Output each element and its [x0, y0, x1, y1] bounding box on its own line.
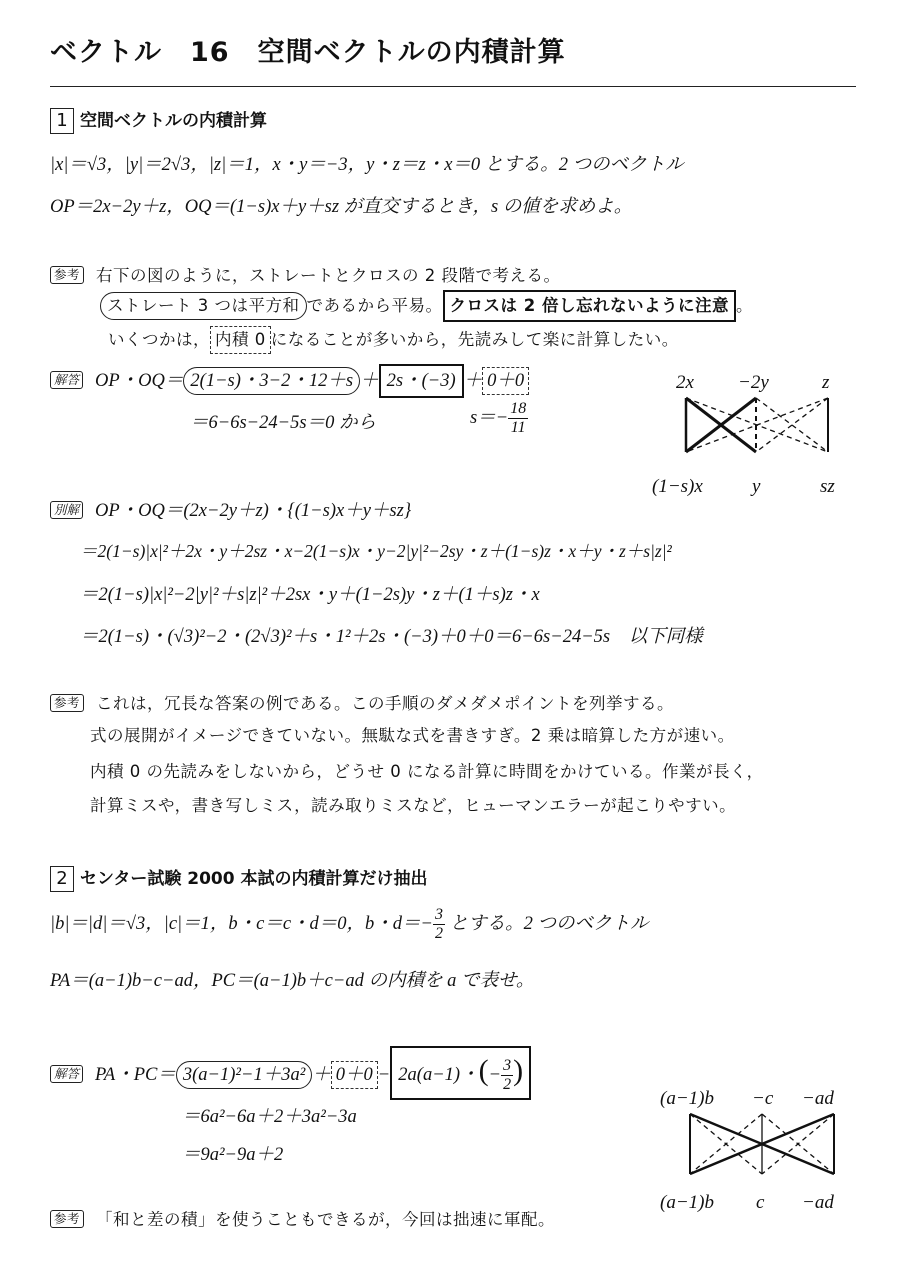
- problem-text: とする。2 つのベクトル: [445, 913, 649, 934]
- straight-cross-diagram-1: [640, 360, 860, 500]
- alt-solution-line-1: [50, 496, 411, 522]
- result-fraction: [508, 400, 528, 437]
- title-divider: [50, 86, 856, 87]
- solution-1-result: [470, 400, 528, 437]
- alt-text: OP・OQ＝(2x−2y＋z)・{(1−s)x＋y＋sz}: [95, 501, 412, 521]
- reference-1-line-1: [50, 262, 561, 286]
- solution-tag: 解答: [50, 1065, 83, 1083]
- solution-2-line-3: ＝9a²−9a＋2: [182, 1145, 284, 1165]
- reference-text: 右下の図のように，ストレートとクロスの 2 段階で考える。: [96, 266, 561, 285]
- reference-mid-text: であるから平易。: [306, 296, 443, 315]
- section-title: 空間ベクトルの内積計算: [80, 111, 267, 131]
- diagram-top-label: −c: [752, 1088, 774, 1109]
- diagram-top-label: (a−1)b: [660, 1088, 714, 1109]
- page-title: ベクトル 16 空間ベクトルの内積計算: [50, 37, 566, 68]
- section-2-heading: [50, 864, 427, 892]
- reference-1-line-2: [100, 290, 753, 322]
- solution-lhs: PA・PC＝: [95, 1065, 176, 1085]
- cross-line: [762, 1114, 834, 1174]
- problem-fraction: [433, 906, 445, 943]
- reference-tag: 参考: [50, 1210, 84, 1228]
- reference-tag: 参考: [50, 266, 84, 284]
- solution-2-line-1: [50, 1046, 531, 1100]
- reference-1-line-3: [108, 326, 679, 354]
- plus-sign: ＋: [360, 371, 379, 391]
- problem-1-line-1: |x|＝√3，|y|＝2√3，|z|＝1，x・y＝−3，y・z＝z・x＝0 とする。2 つのベクトル: [50, 155, 684, 175]
- alt-solution-line-3: ＝2(1−s)|x|²−2|y|²＋s|z|²＋2sx・y＋(1−2s)y・z＋(1＋s)z・x: [80, 585, 540, 605]
- reference-3: [50, 1206, 555, 1230]
- cross-warning: クロスは 2 倍し忘れないように注意: [443, 290, 736, 322]
- section-number: 2: [50, 866, 74, 892]
- fraction-numerator: 18: [510, 400, 527, 417]
- section-1-heading: [50, 106, 267, 134]
- fraction-numerator: 3: [503, 1057, 512, 1075]
- alt-solution-tag: 別解: [50, 501, 83, 519]
- zero-product-note: 内積 0: [210, 326, 271, 354]
- reference-text: これは，冗長な答案の例である。この手順のダメダメポイントを列挙する。: [96, 694, 675, 713]
- problem-2-line-2: PA＝(a−1)b−c−ad，PC＝(a−1)b＋c−ad の内積を a で表せ。: [50, 971, 535, 991]
- problem-text: |b|＝|d|＝√3，|c|＝1，b・c＝c・d＝0，b・d＝−: [50, 913, 434, 934]
- reference-text: 「和と差の積」を使うこともできるが，今回は拙速に軍配。: [96, 1210, 556, 1229]
- reference-2-line-3: 内積 0 の先読みをしないから，どうせ 0 になる計算に時間をかけている。作業が長く，: [90, 762, 764, 781]
- plus-sign: ＋: [312, 1065, 331, 1085]
- diagram-top-label: z: [822, 372, 830, 393]
- fraction-denominator: 11: [510, 419, 526, 436]
- fraction-denominator: 2: [435, 925, 444, 942]
- zero-terms: 0＋0: [331, 1061, 378, 1089]
- straight-terms: 3(a−1)²−1＋3a²: [176, 1061, 312, 1089]
- diagram-bottom-label: −ad: [802, 1192, 834, 1213]
- straight-cross-diagram-2: [652, 1080, 872, 1220]
- diagram-bottom-label: (1−s)x: [652, 476, 703, 497]
- solution-1-line-2: ＝6−6s−24−5s＝0 から: [190, 413, 376, 433]
- straight-terms: 2(1−s)・3−2・12＋s: [183, 367, 360, 395]
- result-lhs: s＝−: [470, 407, 509, 428]
- diagram-bottom-label: (a−1)b: [660, 1192, 714, 1213]
- solution-1-line-1: [50, 364, 529, 398]
- zero-terms: 0＋0: [482, 367, 529, 395]
- problem-2-line-1: [50, 906, 649, 943]
- reference-post: になることが多いから，先読みして楽に計算したい。: [270, 330, 679, 349]
- solution-lhs: OP・OQ＝: [95, 371, 184, 391]
- solution-tag: 解答: [50, 371, 83, 389]
- diagram-bottom-label: y: [752, 476, 761, 497]
- diagram-top-label: −ad: [802, 1088, 834, 1109]
- diagram-bottom-label: sz: [820, 476, 835, 497]
- alt-solution-line-2: ＝2(1−s)|x|²＋2x・y＋2sz・x−2(1−s)x・y−2|y|²−2sy・z＋(1−s)z・x＋y・z＋s|z|²: [80, 541, 672, 561]
- reference-pre: いくつかは，: [108, 330, 210, 349]
- open-paren: (: [478, 1054, 489, 1087]
- minus-sign: −: [377, 1065, 391, 1085]
- reference-2-line-1: [50, 690, 674, 714]
- close-paren: ): [513, 1054, 524, 1087]
- reference-2-line-2: 式の展開がイメージできていない。無駄な式を書きすぎ。2 乗は暗算した方が速い。: [90, 726, 735, 745]
- straight-note: ストレート 3 つは平方和: [100, 292, 307, 320]
- cross-term-text: 2a(a−1)・: [398, 1065, 479, 1085]
- diagram-bottom-label: c: [756, 1192, 765, 1213]
- section-number: 1: [50, 108, 74, 134]
- cross-term-sign: −: [488, 1065, 502, 1085]
- reference-end: 。: [735, 296, 753, 315]
- reference-2-line-4: 計算ミスや，書き写しミス，読み取りミスなど，ヒューマンエラーが起こりやすい。: [90, 796, 737, 815]
- fraction-denominator: 2: [503, 1076, 512, 1094]
- cross-line: [690, 1114, 762, 1174]
- cross-term: 2s・(−3): [379, 364, 464, 398]
- problem-1-line-2: OP＝2x−2y＋z，OQ＝(1−s)x＋y＋sz が直交するとき，s の値を求めよ。: [50, 197, 633, 217]
- reference-tag: 参考: [50, 694, 84, 712]
- plus-sign: ＋: [463, 371, 483, 391]
- cross-term-fraction: [501, 1057, 513, 1094]
- section-title: センター試験 2000 本試の内積計算だけ抽出: [80, 869, 428, 889]
- solution-2-line-2: ＝6a²−6a＋2＋3a²−3a: [182, 1107, 357, 1127]
- diagram-top-label: −2y: [738, 372, 769, 393]
- diagram-top-label: 2x: [676, 372, 694, 393]
- fraction-numerator: 3: [435, 906, 444, 923]
- alt-solution-line-4: ＝2(1−s)・(√3)²−2・(2√3)²＋s・1²＋2s・(−3)＋0＋0＝6−6s−24−5s 以下同様: [80, 627, 703, 647]
- cross-term: [390, 1046, 531, 1100]
